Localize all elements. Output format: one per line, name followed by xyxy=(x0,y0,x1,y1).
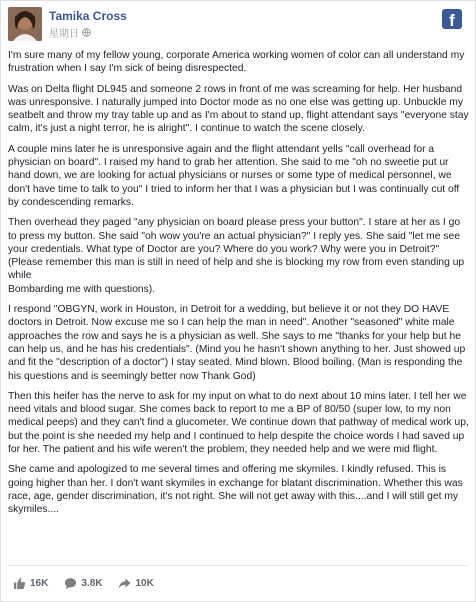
comment-count: 3.8K xyxy=(81,577,103,589)
post-paragraph: Was on Delta flight DL945 and someone 2 rows in front of me was screaming for help. Her husband was unresponsive. I naturally jumped into Doctor mode as no one else was getting up. Unbuckle my seatbelt and throw my tray table up and as I'm about to stand up, flight attendant says "everyone stay calm, it's just a night terror, he is alright". I continue to watch the scene closely. xyxy=(8,83,469,135)
post-paragraph: A couple mins later he is unresponsive again and the flight attendant yells "call overhead for a physician on board". I raised my hand to grab her attention. She said to me "oh no sweetie put ur hand down, we are looking for actual physicians or nurses or some type of medical personnel, we don't have time to talk to you" I tried to inform her that I was a physician but I was continually cut off by condescending remarks. xyxy=(8,143,460,208)
author-name[interactable]: Tamika Cross xyxy=(49,9,127,23)
like-count: 16K xyxy=(30,577,49,589)
post-meta xyxy=(49,25,91,40)
share-reaction[interactable] xyxy=(118,577,153,590)
post-paragraph: She came and apologized to me several times and offering me skymiles. I kindly refused. This is going higher than her. I don't want skymiles in exchange for blatant discrimination. Whether this was race, age, gender discrimination, it's not right. She will not get away with this....and I will still get my skymiles.... xyxy=(8,464,463,516)
comment-reaction[interactable] xyxy=(64,577,102,590)
reactions-bar xyxy=(13,575,170,591)
facebook-logo-icon[interactable]: f xyxy=(442,9,462,29)
comment-icon xyxy=(64,577,77,590)
post-body xyxy=(8,49,469,524)
like-icon xyxy=(13,577,26,590)
divider xyxy=(8,565,468,566)
post-header xyxy=(8,7,468,41)
post-timestamp[interactable]: 星期日 xyxy=(49,29,79,40)
share-icon xyxy=(118,577,131,590)
post-paragraph: I respond "OBGYN, work in Houston, in Detroit for a wedding, but believe it or not they DO HAVE doctors in Detroit. Now excuse me so I can help the man in need". Another "seasoned" white male approaches the row and says he is a physician as well. She says to me "thanks for your help but he can help us, and he has his credentials". (Mind you he hasn't shown anything to her. Just showed up and fit the "description of a doctor") I stay seated. Mind blown. Blood boiling. (Man is responding the his questions and is seemingly better now Thank God) xyxy=(8,304,466,382)
share-count: 10K xyxy=(135,577,154,589)
post-paragraph: I'm sure many of my fellow young, corporate America working women of color can all understand my frustration when I say I'm sick of being disrespected. xyxy=(8,50,465,75)
globe-icon xyxy=(82,28,91,37)
like-reaction[interactable] xyxy=(13,577,48,590)
post-paragraph: Then overhead they paged "any physician on board please press your button". I stare at her as I go to press my button. She said "oh wow you're an actual physician?" I reply yes. She said "let me see your credentials. What type of Doctor are you? Where do you work? Why were you in Detroit?" (Please remember this man is still in need of help and she is blocking my row from even standing up while Bombarding me with questions). xyxy=(8,217,465,295)
post-paragraph: Then this heifer has the nerve to ask for my input on what to do next about 10 mins later. I tell her we need vitals and blood sugar. She comes back to report to me a BP of 80/50 (super low, to my non medical peeps) and they can't find a glucometer. We continue down that pathway of medical work up, but the point is she needed my help and I continued to help despite the choice words I had saved up for her. The patient and his wife weren't the problem, they needed help and we were mid flight. xyxy=(8,390,469,456)
avatar[interactable] xyxy=(8,7,42,41)
